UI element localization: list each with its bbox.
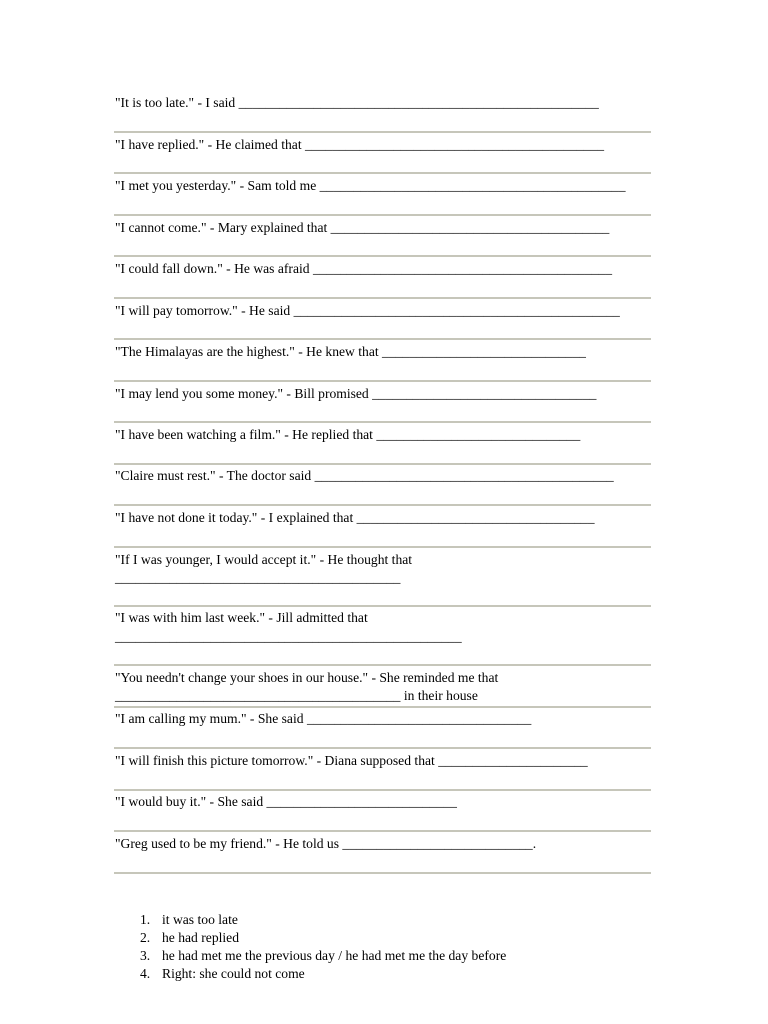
answer-key-list	[140, 911, 506, 983]
answer-number: 4.	[140, 966, 151, 981]
exercise-item: "I am calling my mum." - She said _________________________________	[115, 711, 532, 726]
exercise-item: "I have not done it today." - I explained that ___________________________________	[115, 510, 595, 525]
answer-key-item	[140, 929, 506, 947]
answer-text: it was too late	[162, 912, 238, 927]
exercise-item: "I met you yesterday." - Sam told me _____________________________________________	[115, 178, 626, 193]
exercise-item: "You needn't change your shoes in our house." - She reminded me that	[115, 670, 499, 685]
exercise-item: "I may lend you some money." - Bill promised _________________________________	[115, 386, 597, 401]
exercise-item: "The Himalayas are the highest." - He knew that ______________________________	[115, 344, 586, 359]
answer-line-separator	[114, 747, 651, 749]
exercise-item: "Claire must rest." - The doctor said ____________________________________________	[115, 468, 614, 483]
exercise-item-blank: __________________________________________ in their house	[115, 688, 478, 703]
exercise-item: "I would buy it." - She said ____________________________	[115, 794, 457, 809]
answer-line-separator	[114, 789, 651, 791]
answer-line-separator	[114, 605, 651, 607]
answer-text: Right: she could not come	[162, 966, 305, 981]
answer-line-separator	[114, 172, 651, 174]
answer-line-separator	[114, 255, 651, 257]
exercise-item: "I have been watching a film." - He replied that ______________________________	[115, 427, 581, 442]
answer-line-separator	[114, 338, 651, 340]
exercise-item: "Greg used to be my friend." - He told us ____________________________.	[115, 836, 537, 851]
exercise-item: "I will finish this picture tomorrow." - Diana supposed that ______________________	[115, 753, 588, 768]
exercise-item-blank: __________________________________________	[115, 570, 401, 585]
exercise-item: "I have replied." - He claimed that ____________________________________________	[115, 137, 605, 152]
answer-line-separator	[114, 830, 651, 832]
answer-line-separator	[114, 546, 651, 548]
answer-number: 1.	[140, 912, 151, 927]
answer-key-item	[140, 911, 506, 929]
exercise-item: "It is too late." - I said _____________________________________________________	[115, 95, 599, 110]
answer-text: he had met me the previous day / he had met me the day before	[162, 948, 507, 963]
answer-line-separator	[114, 504, 651, 506]
answer-number: 2.	[140, 930, 151, 945]
exercise-item: "I cannot come." - Mary explained that _________________________________________	[115, 220, 610, 235]
exercise-item: "I could fall down." - He was afraid ____________________________________________	[115, 261, 613, 276]
answer-line-separator	[114, 872, 651, 874]
answer-key-item	[140, 965, 506, 983]
answer-number: 3.	[140, 948, 151, 963]
exercise-item: "I was with him last week." - Jill admitted that	[115, 610, 368, 625]
exercise-item: "If I was younger, I would accept it." - He thought that	[115, 552, 413, 567]
answer-line-separator	[114, 664, 651, 666]
answer-line-separator	[114, 131, 651, 133]
answer-line-separator	[114, 297, 651, 299]
answer-line-separator	[114, 214, 651, 216]
answer-text: he had replied	[162, 930, 239, 945]
answer-key-item	[140, 947, 506, 965]
answer-line-separator	[114, 380, 651, 382]
exercise-item: "I will pay tomorrow." - He said ________________________________________________	[115, 303, 620, 318]
exercise-item-blank: ___________________________________________________	[115, 629, 462, 644]
answer-line-separator	[114, 706, 651, 708]
answer-line-separator	[114, 421, 651, 423]
answer-line-separator	[114, 463, 651, 465]
